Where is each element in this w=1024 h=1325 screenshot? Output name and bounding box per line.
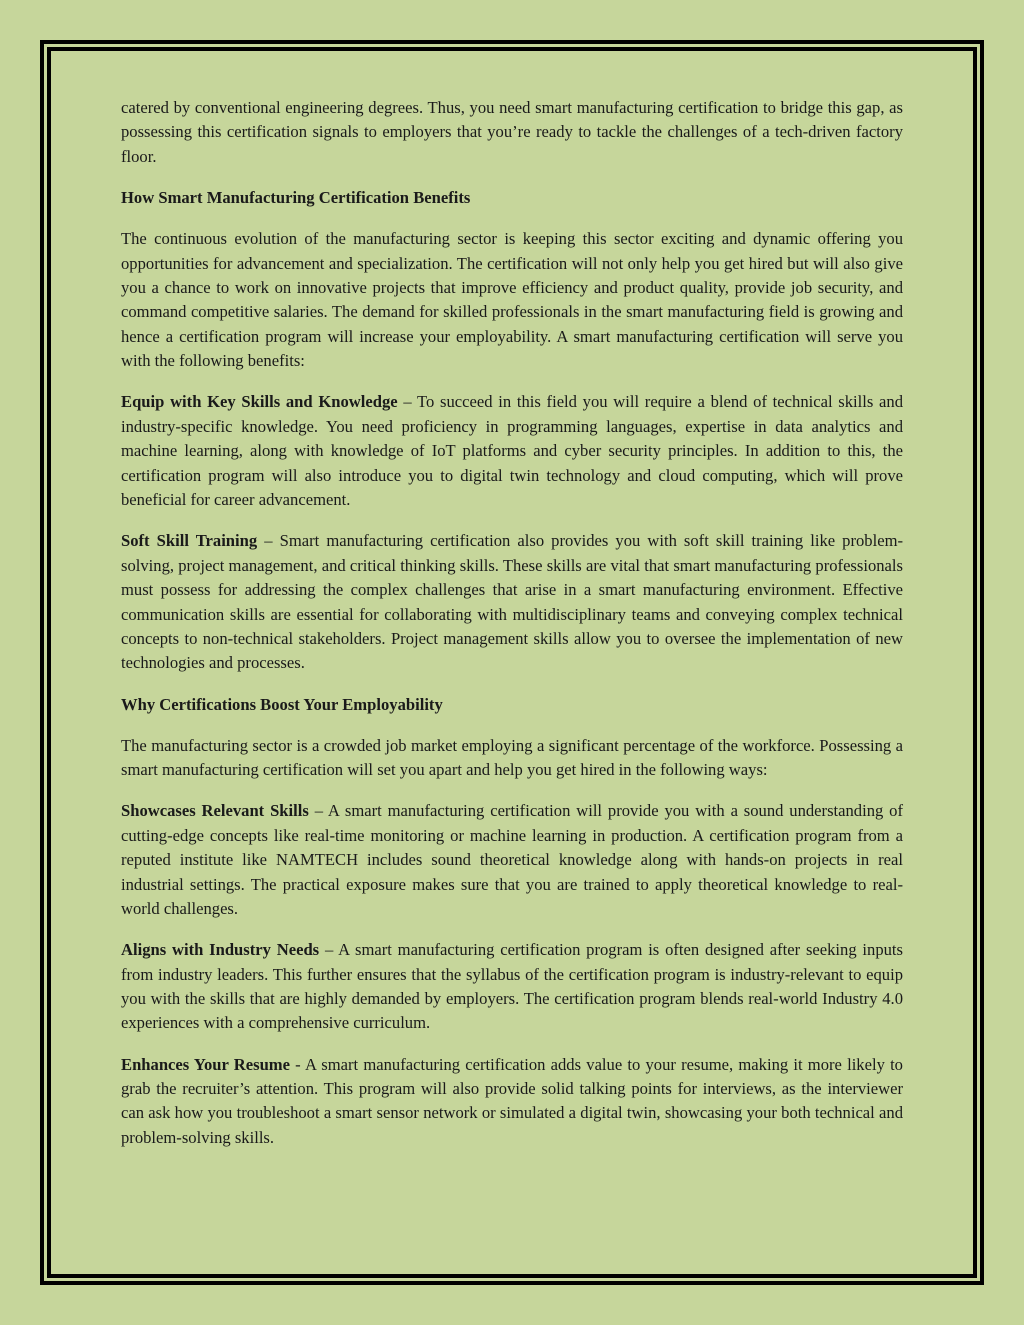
benefit-item-title: Equip with Key Skills and Knowledge <box>121 392 398 412</box>
intro-paragraph: catered by conventional engineering degrees. Thus, you need smart manufacturing certification to bridge this gap, as possessing this certification signals to employers that you’re ready to tackle the challenges of a tech-driven factory floor. <box>121 98 903 166</box>
heading-benefits: How Smart Manufacturing Certification Benefits <box>121 188 471 208</box>
employability-item-text: – A smart manufacturing certification program is often designed after seeking inputs from industry leaders. This further ensures that the syllabus of the certification program is industry-relevant to equip you with the skills that are highly demanded by employers. The certification program blends real-world Industry 4.0 experiences with a comprehensive curriculum. <box>121 940 904 1033</box>
benefit-item-key-skills <box>121 390 903 512</box>
employability-item-title: Aligns with Industry Needs <box>121 940 320 960</box>
heading-employability: Why Certifications Boost Your Employability <box>121 694 443 714</box>
employability-item-title: Enhances Your Resume <box>121 1054 290 1074</box>
employability-item-text: – A smart manufacturing certification will provide you with a sound understanding of cutting-edge concepts like real-time monitoring or machine learning in production. A certification program from a reputed institute like NAMTECH includes sound theoretical knowledge along with hands-on projects in real industrial settings. The practical exposure makes sure that you are trained to apply theoretical knowledge to real-world challenges. <box>121 801 903 918</box>
employability-item-title: Showcases Relevant Skills <box>121 801 309 821</box>
benefit-item-title: Soft Skill Training <box>121 531 258 551</box>
document-body <box>121 96 903 1167</box>
employability-item-resume <box>121 1053 903 1151</box>
benefits-paragraph: The continuous evolution of the manufacturing sector is keeping this sector exciting and dynamic offering you opportunities for advancement and specialization. The certification will not only help you get hired but will also give you a chance to work on innovative projects that improve efficiency and product quality, provide job security, and command competitive salaries. The demand for skilled professionals in the smart manufacturing field is growing and hence a certification program will increase your employability. A smart manufacturing certification will serve you with the following benefits: <box>121 229 903 371</box>
employability-item-industry-needs <box>121 938 903 1036</box>
benefit-item-soft-skill <box>121 529 903 675</box>
benefit-item-text: – To succeed in this field you will require a blend of technical skills and industry-specific knowledge. You need proficiency in programming languages, expertise in data analytics and machine learning, along with knowledge of IoT platforms and cyber security principles. In addition to this, the certification program will also introduce you to digital twin technology and cloud computing, which will prove beneficial for career advancement. <box>121 392 903 510</box>
employability-paragraph: The manufacturing sector is a crowded job market employing a significant percentage of the workforce. Possessing a smart manufacturing certification will set you apart and help you get hired in the following ways: <box>121 735 903 780</box>
benefit-item-text: – Smart manufacturing certification also provides you with soft skill training like problem-solving, project management, and critical thinking skills. These skills are vital that smart manufacturing professionals must possess for addressing the complex challenges that arise in a smart manufacturing environment. Effective communication skills are essential for collaborating with multidisciplinary teams and conveying complex technical concepts to non-technical stakeholders. Project management skills allow you to oversee the implementation of new technologies and processes. <box>121 531 904 673</box>
employability-item-relevant-skills <box>121 799 903 921</box>
employability-item-text: - A smart manufacturing certification adds value to your resume, making it more likely to grab the recruiter’s attention. This program will also provide solid talking points for interviews, as the interviewer can ask how you troubleshoot a smart sensor network or simulated a digital twin, showcasing your both technical and problem-solving skills. <box>121 1054 903 1147</box>
